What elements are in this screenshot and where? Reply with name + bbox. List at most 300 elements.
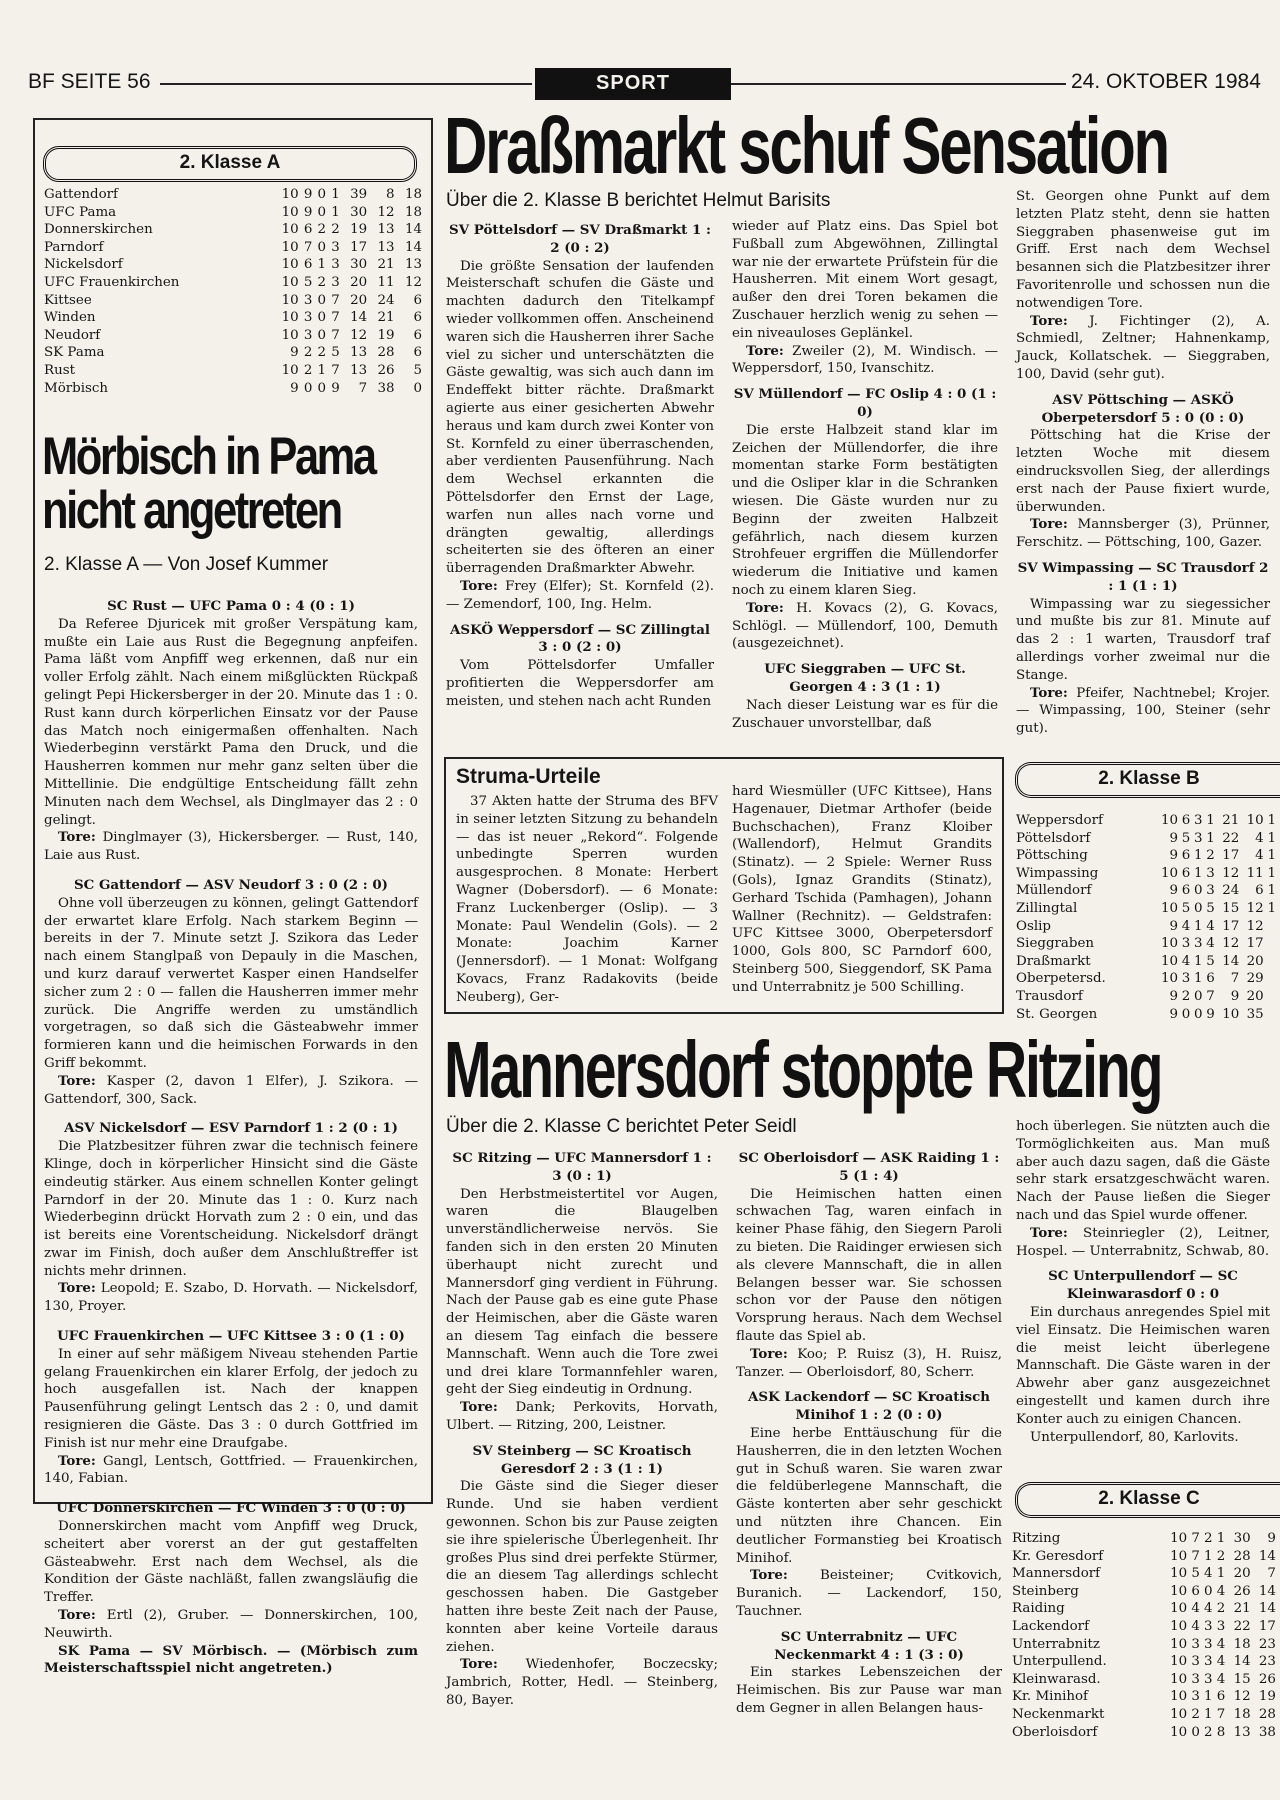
table-row [1012, 1706, 1276, 1724]
table-cell: 3 [1191, 1689, 1200, 1705]
table-cell: 1 [331, 187, 340, 202]
table-cell: 10 [1222, 1006, 1240, 1022]
table-cell: 14 [350, 310, 368, 326]
table-b-title: 2. Klasse B [1015, 762, 1280, 798]
table-cell: 10 [281, 187, 299, 202]
team-name: Winden [44, 310, 96, 326]
table-row [44, 327, 422, 345]
table-cell [1264, 970, 1276, 988]
table-cell: 20 [350, 292, 368, 308]
team-name: Neckenmarkt [1012, 1706, 1105, 1722]
match-heading: SV Wimpassing — SC Trausdorf 2 : 1 (1 : 1) [1017, 559, 1269, 594]
table-cell: 4 [1204, 1566, 1213, 1582]
match-goals: Tore: Dinglmayer (3), Hickersberger. — Rust, 140, Laie aus Rust. [44, 829, 418, 864]
table-cell: 11 [1246, 865, 1264, 881]
team-name: Steinberg [1012, 1583, 1079, 1599]
table-row [1012, 1565, 1276, 1583]
table-cell: 7 [1216, 1706, 1226, 1722]
match-goals: Tore: Frey (Elfer); St. Kornfeld (2). — Zemendorf, 100, Ing. Helm. [446, 577, 714, 612]
table-cell: 1 [1193, 953, 1203, 969]
match-report: Den Herbstmeistertitel vor Augen, waren die Blaugelben unverständlicherweise nervös. Sie fanden sich in den ersten 20 Minuten überhaupt nicht zurecht und Mannersdorf ging verdient in Führung. Nach der Pause gab es eine gute Phase der Heimischen, aber die Gäste waren an diesem Tag einfach die bessere Mannschaft. Wenn auch die Tore zwei und drei klare Tormannfehler waren, geht der Sieg eindeutig in Ordnung. [446, 1186, 718, 1398]
table-cell: 10 [1246, 813, 1264, 828]
table-cell: 2 [1191, 1706, 1200, 1722]
table-cell: 9 [303, 204, 313, 220]
match-report: St. Georgen ohne Punkt auf dem letzten Platz steht, denn sie hatten Sieggraben phasenweise gut im Griff. Erst nach dem Wechsel besannen sich die Platzbesitzer ihrer Favoritenrolle und schossen nun die notwendigen Tore. [1016, 189, 1270, 311]
table-cell: 7 [1267, 1566, 1276, 1582]
table-row [44, 221, 422, 239]
table-cell: 20 [1246, 953, 1264, 969]
table-cell: 2 [317, 345, 327, 361]
table-cell: 3 [331, 274, 340, 290]
table-row [1012, 1671, 1276, 1689]
table-cell: 26 [377, 362, 395, 378]
table-row [44, 380, 422, 398]
table-cell: 9 [1169, 1006, 1179, 1022]
match-heading: SV Pöttelsdorf — SV Draßmarkt 1 : 2 (0 : 2) [449, 222, 711, 256]
team-name: St. Georgen [1016, 1006, 1098, 1022]
table-cell: 0 [1204, 1583, 1213, 1599]
section-label: SPORT [535, 68, 731, 100]
goals-label: Tore: [1030, 312, 1068, 329]
table-row [1012, 1636, 1276, 1654]
table-cell: 2 [1204, 1531, 1213, 1546]
table-cell: 7 [1206, 988, 1215, 1004]
table-cell: 21 [1233, 1601, 1251, 1617]
team-name: Weppersdorf [1016, 813, 1103, 828]
match-goals: Tore: J. Fichtinger (2), A. Schmiedl, Zeltner; Hahnenkamp, Jauck, Kollatschek. — Sieggraben, 100, David (sehr gut). [1016, 312, 1270, 382]
table-cell: 12 [1222, 936, 1240, 952]
table-a-standings [44, 186, 422, 397]
table-cell: 2 [331, 222, 340, 238]
issue-date: 24. OKTOBER 1984 [1071, 70, 1261, 93]
table-row [1016, 970, 1276, 988]
match-goals: Tore: Beisteiner; Cvitkovich, Buranich. — Lackendorf, 150, Tauchner. [736, 1567, 1002, 1619]
table-c-standings [1012, 1530, 1276, 1741]
match-heading: SC Rust — UFC Pama 0 : 4 (0 : 1) [107, 598, 355, 614]
match-goals: Tore: Mannsberger (3), Prünner, Ferschitz. — Pöttsching, 100, Gazer. [1016, 516, 1270, 551]
article-b-col-3 [1016, 188, 1270, 750]
table-cell: 38 [377, 380, 395, 396]
table-cell: 3 [1193, 830, 1203, 846]
table-cell: 10 [281, 222, 299, 238]
table-cell: 13 [350, 345, 368, 361]
table-cell: 4 [1206, 918, 1215, 934]
article-b-headline: Draßmarkt schuf Sensation [444, 101, 1168, 190]
table-cell: 3 [1204, 1636, 1213, 1652]
match-report: Die erste Halbzeit stand klar im Zeichen der Müllendorfer, die ihre momentan starke Form bestätigten und die Osliper klar in die Schranken wiesen. Die Gäste wurden nur zu Beginn der zweiten Halbzeit gefährlich, nach diesem kurzen Strohfeuer ergriffen die Müllendorfer wiederum die Initiative und kamen noch zu einem klaren Sieg. [732, 422, 998, 598]
table-cell: 21 [377, 310, 395, 326]
table-row [1016, 812, 1276, 830]
table-cell: 1 [1216, 1566, 1226, 1582]
table-cell: 3 [1206, 883, 1215, 899]
table-cell: 3 [331, 257, 340, 273]
table-cell: 3 [303, 327, 313, 343]
struma-text-1: 37 Akten hatte der Struma des BFV in seiner letzten Sitzung zu behandeln — das ist neuer „Rekord“. Folgende unbedingte Sperren wurden ausgesprochen. 8 Monate: Herbert Wagner (Dobersdorf). — 6 Monate: Franz Luckenberger (Oslip). — 3 Monate: Paul Wendelin (Gols). — 2 Monate: Joachim Karner (Jennersdorf). — 1 Monat: Wolfgang Kovacs, Franz Radakovits (beide Neuberg), Ger- [456, 794, 718, 1005]
table-cell: 0 [317, 310, 327, 326]
table-cell: 18 [1233, 1636, 1251, 1652]
table-row [1012, 1653, 1276, 1671]
table-cell: 6 [413, 327, 422, 343]
table-row [44, 239, 422, 257]
table-cell: 20 [1233, 1566, 1251, 1582]
table-row [1016, 847, 1276, 865]
table-cell: 0 [1181, 1006, 1191, 1022]
table-cell: 0 [1191, 1724, 1200, 1740]
table-cell: 0 [1193, 1006, 1203, 1022]
table-cell: 13 [377, 222, 395, 238]
table-cell: 3 [1181, 936, 1191, 952]
table-cell: 12 [377, 204, 395, 220]
team-name: Neudorf [44, 327, 101, 343]
table-cell: 30 [1233, 1531, 1251, 1546]
struma-text-2: hard Wiesmüller (UFC Kittsee), Hans Hagenauer, Dietmar Arthofer (beide Buchschachen), Franz Kloiber (Wallendorf), Helmut Grandits (Stinatz). — 2 Spiele: Werner Russ (Gols), Ignaz Grandits (Stinatz), Gerhard Tschida (Pamhagen), Johann Wallner (Rechnitz). — Geldstrafen: UFC Kittsee 3000, Oberpetersdorf 1000, Gols 800, SC Parndorf 600, Steinberg 500, Sieggendorf, SK Pama und Unterrabnitz je 500 Schilling. [732, 784, 992, 995]
table-cell: 3 [1191, 1636, 1200, 1652]
match-report: Die Heimischen hatten einen schwachen Tag, waren einfach in keiner Phase fähig, den Siegern Paroli zu bieten. Die Raidinger erwiesen sich als clevere Mannschaft, die in allen Belangen besser war. Sie schossen schon vor der Pause den nötigen Vorsprung heraus. Nach dem Wechsel flaute das Spiel ab. [736, 1186, 1002, 1344]
team-name: Müllendorf [1016, 883, 1092, 899]
match-heading: SC Unterpullendorf — SC Kleinwarasdorf 0 : 0 [1048, 1268, 1238, 1303]
table-cell: 6 [1181, 865, 1191, 881]
table-cell: 3 [1191, 1654, 1200, 1670]
table-cell: 20 [350, 274, 368, 290]
table-cell: 2 [1216, 1601, 1226, 1617]
table-cell: 3 [1206, 865, 1215, 881]
table-cell: 2 [303, 362, 313, 378]
table-cell: 1 [1206, 813, 1215, 828]
goals-label: Tore: [58, 1607, 96, 1624]
match-heading: UFC Sieggraben — UFC St. Georgen 4 : 3 (1 : 1) [764, 661, 966, 695]
table-cell: 17 [350, 239, 368, 255]
table-cell: 5 [1181, 830, 1191, 846]
table-row [44, 186, 422, 204]
team-name: Kr. Geresdorf [1012, 1548, 1104, 1564]
table-cell: 4 [1255, 848, 1264, 864]
match-heading: SC Ritzing — UFC Mannersdorf 1 : 3 (0 : 1) [452, 1150, 712, 1184]
table-cell: 10 [281, 362, 299, 378]
table-cell: 4 [1216, 1654, 1226, 1670]
table-a-title: 2. Klasse A [43, 146, 417, 182]
article-c-col-2 [736, 1146, 1002, 1790]
team-name: Kr. Minihof [1012, 1689, 1088, 1705]
table-cell: 6 [1255, 883, 1264, 899]
team-name: Raiding [1012, 1601, 1065, 1617]
table-cell: 12 [404, 274, 422, 290]
table-cell: 4 [1216, 1583, 1226, 1599]
team-name: Unterrabnitz [1012, 1636, 1100, 1652]
table-cell: 1 [1267, 865, 1276, 881]
article-c-headline: Mannersdorf stoppte Ritzing [444, 1025, 1162, 1114]
table-cell: 7 [303, 239, 313, 255]
table-cell: 14 [1233, 1654, 1251, 1670]
table-cell: 0 [1193, 883, 1203, 899]
table-cell: 22 [1222, 830, 1240, 846]
table-cell: 12 [350, 327, 368, 343]
table-cell: 6 [1191, 1583, 1200, 1599]
table-cell: 4 [1206, 936, 1215, 952]
table-cell: 4 [1204, 1601, 1213, 1617]
table-cell: 2 [1206, 848, 1215, 864]
team-name: Trausdorf [1016, 988, 1083, 1004]
table-cell: 6 [1181, 813, 1191, 828]
table-row [44, 204, 422, 222]
table-cell: 39 [350, 187, 368, 202]
team-name: Pöttsching [1016, 848, 1088, 864]
table-cell: 0 [317, 187, 327, 202]
table-cell: 7 [331, 362, 340, 378]
table-cell: 7 [1191, 1531, 1200, 1546]
table-row [1016, 900, 1276, 918]
table-cell: 1 [1267, 900, 1276, 916]
table-cell: 7 [331, 292, 340, 308]
table-row [1016, 1006, 1276, 1024]
table-row [44, 274, 422, 292]
table-cell: 9 [1169, 918, 1179, 934]
goals-label: Tore: [58, 1072, 96, 1089]
table-cell: 2 [303, 345, 313, 361]
match-goals: Tore: Pfeifer, Nachtnebel; Krojer. — Wimpassing, 100, Steiner (sehr gut). [1016, 684, 1270, 737]
table-cell: 4 [1191, 1618, 1200, 1634]
match-goals: Tore: Steinriegler (2), Leitner, Hospel. — Unterrabnitz, Schwab, 80. [1016, 1224, 1270, 1259]
table-cell: 1 [1267, 848, 1276, 864]
table-cell: 35 [1246, 1006, 1264, 1022]
table-cell: 10 [281, 204, 299, 220]
match-heading: SV Müllendorf — FC Oslip 4 : 0 (1 : 0) [733, 386, 997, 420]
match-report: Da Referee Djuricek mit großer Verspätung kam, mußte ein Laie aus Rust die Begegnung anpfeifen. Pama läßt vom Anpfiff weg erkennen, daß nur ein voller Erfolg zählt. Nach einem mißglückten Rückpaß gelingt Pepi Hickersberger in der 20. Minute das 1 : 0. Rust kann durch körperlichen Einsatz vor der Pause das Match noch einigermaßen offenhalten. Nach Wiederbeginn verstärkt Pama den Druck, und die Hausherren kommen nur mehr ganz selten über die Mittellinie. Die endgültige Entscheidung fällt zehn Minuten nach dem Wechsel, als Dinglmayer das 2 : 0 gelingt. [44, 616, 418, 828]
table-cell: 8 [1216, 1724, 1226, 1740]
table-cell: 5 [1181, 900, 1191, 916]
table-cell: 3 [303, 292, 313, 308]
table-cell: 6 [413, 292, 422, 308]
table-cell: 1 [1216, 1531, 1226, 1546]
table-cell: 5 [1206, 900, 1215, 916]
table-cell: 9 [290, 380, 299, 396]
table-cell: 0 [317, 292, 327, 308]
team-name: Kittsee [44, 292, 92, 308]
goals-label: Tore: [460, 1656, 498, 1673]
goals-label: Tore: [746, 599, 784, 616]
table-cell: 1 [1193, 848, 1203, 864]
table-cell: 5 [413, 362, 422, 378]
table-cell: 10 [1170, 1601, 1188, 1617]
goals-label: Tore: [1030, 516, 1068, 533]
table-cell: 2 [1181, 988, 1191, 1004]
article-c-byline: Über die 2. Klasse C berichtet Peter Seidl [446, 1116, 797, 1137]
table-cell: 10 [1170, 1706, 1188, 1722]
table-row [1012, 1688, 1276, 1706]
table-cell: 3 [1181, 971, 1191, 987]
struma-col-2 [732, 783, 992, 1007]
table-cell: 13 [350, 362, 368, 378]
match-goals: Tore: Gangl, Lentsch, Gottfried. — Frauenkirchen, 140, Fabian. [44, 1452, 418, 1487]
goals-label: Tore: [1030, 1224, 1068, 1241]
table-cell: 11 [377, 274, 395, 290]
table-cell: 3 [1191, 1671, 1200, 1687]
table-cell: 10 [1160, 865, 1179, 881]
match-goals: Tore: Ertl (2), Gruber. — Donnerskirchen, 100, Neuwirth. [44, 1607, 418, 1641]
table-cell: 10 [1170, 1724, 1188, 1740]
table-cell: 6 [303, 257, 313, 273]
table-cell: 0 [317, 204, 327, 220]
table-cell: 6 [413, 345, 422, 361]
table-cell: 0 [303, 380, 313, 396]
table-cell: 15 [1233, 1671, 1251, 1687]
match-report: Vom Pöttelsdorfer Umfaller profitierten die Weppersdorfer am meisten, und stehen nach acht Runden [446, 658, 714, 709]
team-name: Oberloisdorf [1012, 1724, 1098, 1740]
table-cell: 4 [1216, 1636, 1226, 1652]
table-cell: 21 [1222, 813, 1240, 828]
table-cell: 12 [1222, 865, 1240, 881]
table-cell: 29 [1246, 971, 1264, 987]
goals-label: Tore: [58, 1452, 96, 1469]
table-cell: 10 [281, 274, 299, 290]
team-name: Kleinwarasd. [1012, 1671, 1101, 1687]
table-cell: 17 [1258, 1618, 1276, 1634]
table-cell: 3 [331, 239, 340, 255]
match-report: Die größte Sensation der laufenden Meisterschaft schufen die Gäste und machten dadurch den Titelkampf wieder vollkommen offen. Anscheinend waren sich die Hausherren ihrer Sache viel zu sicher und unterschätzten die Gäste gewaltig, was sich auch dann im Endeffekt bitter rächte. Draßmarkt agierte aus einer gesicherten Abwehr heraus und kam durch zwei Konter von St. Kornfeld zu einer überraschenden, aber verdienten Pausenführung. Nach dem Wechsel erkannten die Pöttelsdorfer den Ernst der Lage, warfen nun alles nach vorne und drängten gewaltig, allerdings scheiterten sie des öfteren an einer überragenden Draßmarkter Abwehr. [446, 258, 714, 577]
match-heading: SC Gattendorf — ASV Neudorf 3 : 0 (2 : 0) [73, 876, 389, 893]
goals-label: Tore: [460, 1399, 498, 1416]
match-heading: ASKÖ Weppersdorf — SC Zillingtal 3 : 0 (2 : 0) [450, 621, 710, 656]
table-cell: 3 [1193, 936, 1203, 952]
table-row [44, 256, 422, 274]
table-cell: 5 [303, 274, 313, 290]
table-cell: 10 [281, 310, 299, 326]
table-cell: 9 [1169, 988, 1179, 1004]
table-cell: 13 [404, 257, 422, 273]
match-report: Unterpullendorf, 80, Karlovits. [1030, 1429, 1239, 1445]
table-cell: 10 [1170, 1566, 1188, 1582]
team-name: Oberpetersd. [1016, 971, 1106, 987]
match-report: Nach dieser Leistung war es für die Zuschauer unvorstellbar, daß [732, 697, 998, 731]
team-name: SK Pama [44, 345, 105, 361]
table-cell: 3 [1204, 1654, 1213, 1670]
table-cell: 24 [1222, 883, 1240, 899]
table-cell: 15 [1222, 900, 1240, 916]
table-cell [1264, 953, 1276, 971]
struma-title: Struma-Urteile [456, 765, 601, 788]
table-row [44, 292, 422, 310]
match-goals: Tore: H. Kovacs (2), G. Kovacs, Schlögl. — Müllendorf, 100, Demuth (ausgezeichnet). [732, 599, 998, 652]
table-row [44, 344, 422, 362]
table-row [1016, 918, 1276, 936]
table-cell [1264, 918, 1276, 936]
table-cell [1264, 1006, 1276, 1024]
table-row [1016, 935, 1276, 953]
table-cell: 3 [1193, 813, 1203, 828]
table-cell: 14 [1258, 1601, 1276, 1617]
match-goals: Tore: Leopold; E. Szabo, D. Horvath. — Nickelsdorf, 130, Proyer. [44, 1280, 418, 1315]
match-heading: SC Unterrabnitz — UFC Neckenmarkt 4 : 1 (3 : 0) [774, 1628, 964, 1663]
table-cell: 1 [331, 204, 340, 220]
table-c-title: 2. Klasse C [1015, 1482, 1280, 1518]
article-b-col-2 [732, 218, 998, 750]
table-cell: 1 [1193, 971, 1203, 987]
table-cell: 1 [317, 257, 327, 273]
team-name: Parndorf [44, 239, 104, 255]
table-cell: 9 [1206, 1006, 1215, 1022]
table-cell: 12 [1233, 1689, 1251, 1705]
table-cell: 6 [1181, 883, 1191, 899]
table-cell: 38 [1258, 1724, 1276, 1740]
table-cell: 3 [1204, 1618, 1213, 1634]
table-b-standings [1016, 812, 1276, 1023]
team-name: Ritzing [1012, 1531, 1061, 1546]
table-cell: 2 [1216, 1548, 1226, 1564]
goals-label: Tore: [460, 577, 498, 594]
table-cell: 4 [1255, 830, 1264, 846]
table-cell: 10 [1160, 813, 1179, 828]
table-cell: 30 [350, 204, 368, 220]
goals-label: Tore: [746, 342, 784, 359]
table-cell: 1 [1204, 1548, 1213, 1564]
team-name: UFC Pama [44, 204, 117, 220]
table-row [1012, 1618, 1276, 1636]
table-cell: 10 [1170, 1689, 1188, 1705]
team-name: Draßmarkt [1016, 953, 1091, 969]
article-b-byline: Über die 2. Klasse B berichtet Helmut Barisits [446, 190, 831, 211]
match-goals: Tore: Koo; P. Ruisz (3), H. Ruisz, Tanzer. — Oberloisdorf, 80, Scherr. [736, 1345, 1002, 1380]
table-cell: 10 [281, 257, 299, 273]
page-number: BF SEITE 56 [28, 70, 151, 93]
match-heading: SV Steinberg — SC Kroatisch Geresdorf 2 : 3 (1 : 1) [472, 1442, 692, 1477]
team-name: Sieggraben [1016, 936, 1095, 952]
article-c-col-1 [446, 1146, 718, 1790]
table-cell: 17 [1222, 918, 1240, 934]
table-cell: 10 [1160, 936, 1179, 952]
table-cell: 19 [377, 327, 395, 343]
match-note: SK Pama — SV Mörbisch. — (Mörbisch zum Meisterschaftsspiel nicht angetreten.) [44, 1642, 418, 1677]
table-row [1012, 1583, 1276, 1601]
table-cell: 19 [350, 222, 368, 238]
table-row [1012, 1724, 1276, 1742]
table-cell: 8 [386, 187, 395, 202]
article-a-headline-1: Mörbisch in Pama [42, 427, 375, 486]
table-row [44, 362, 422, 380]
goals-label: Tore: [1030, 684, 1068, 701]
table-cell: 0 [413, 380, 422, 396]
table-cell: 5 [1206, 953, 1215, 969]
header-rule-right [731, 83, 1066, 85]
team-name: Mannersdorf [1012, 1566, 1101, 1582]
match-goals: Tore: Kasper (2, davon 1 Elfer), J. Szikora. — Gattendorf, 300, Sack. [44, 1072, 418, 1107]
table-cell: 14 [1258, 1548, 1276, 1564]
match-heading: UFC Frauenkirchen — UFC Kittsee 3 : 0 (1 : 0) [57, 1328, 405, 1345]
article-c-col-3 [1016, 1118, 1270, 1478]
team-name: Oslip [1016, 918, 1051, 934]
team-name: Unterpullend. [1012, 1654, 1107, 1670]
match-heading: ASV Nickelsdorf — ESV Parndorf 1 : 2 (0 : 1) [64, 1120, 398, 1137]
table-cell: 3 [1204, 1671, 1213, 1687]
goals-label: Tore: [750, 1567, 788, 1584]
match-report: Ohne voll überzeugen zu können, gelingt Gattendorf der erwartet klare Erfolg. Nach starkem Beginn — bereits in der 7. Minute setzt J. Szikora das Leder nach einem Stanglpaß von Depauly in die Maschen, und kurz darauf verwertet Kasper einen Handselfer sicher zum 2 : 0 — fallen die Hausherren immer mehr zurück. Die Angriffe werden zu umständlich vorgetragen, so daß sich die Gästeabwehr immer formieren kann und die heimischen Forwards in den Griff bekommt. [44, 895, 418, 1071]
table-cell [1264, 935, 1276, 953]
table-cell: 0 [1193, 988, 1203, 1004]
table-cell: 14 [404, 239, 422, 255]
table-cell: 1 [1204, 1706, 1213, 1722]
table-cell: 13 [377, 239, 395, 255]
table-cell: 26 [1258, 1671, 1276, 1687]
table-cell: 10 [1170, 1618, 1188, 1634]
table-cell: 10 [281, 292, 299, 308]
table-cell: 6 [413, 310, 422, 326]
table-cell: 10 [1170, 1636, 1188, 1652]
table-cell: 18 [1233, 1706, 1251, 1722]
match-heading: SC Oberloisdorf — ASK Raiding 1 : 5 (1 : 4) [738, 1150, 1000, 1184]
table-cell: 7 [331, 310, 340, 326]
table-cell: 28 [377, 345, 395, 361]
table-cell: 7 [1230, 971, 1240, 987]
table-cell: 12 [1246, 918, 1264, 934]
table-row [1012, 1530, 1276, 1548]
